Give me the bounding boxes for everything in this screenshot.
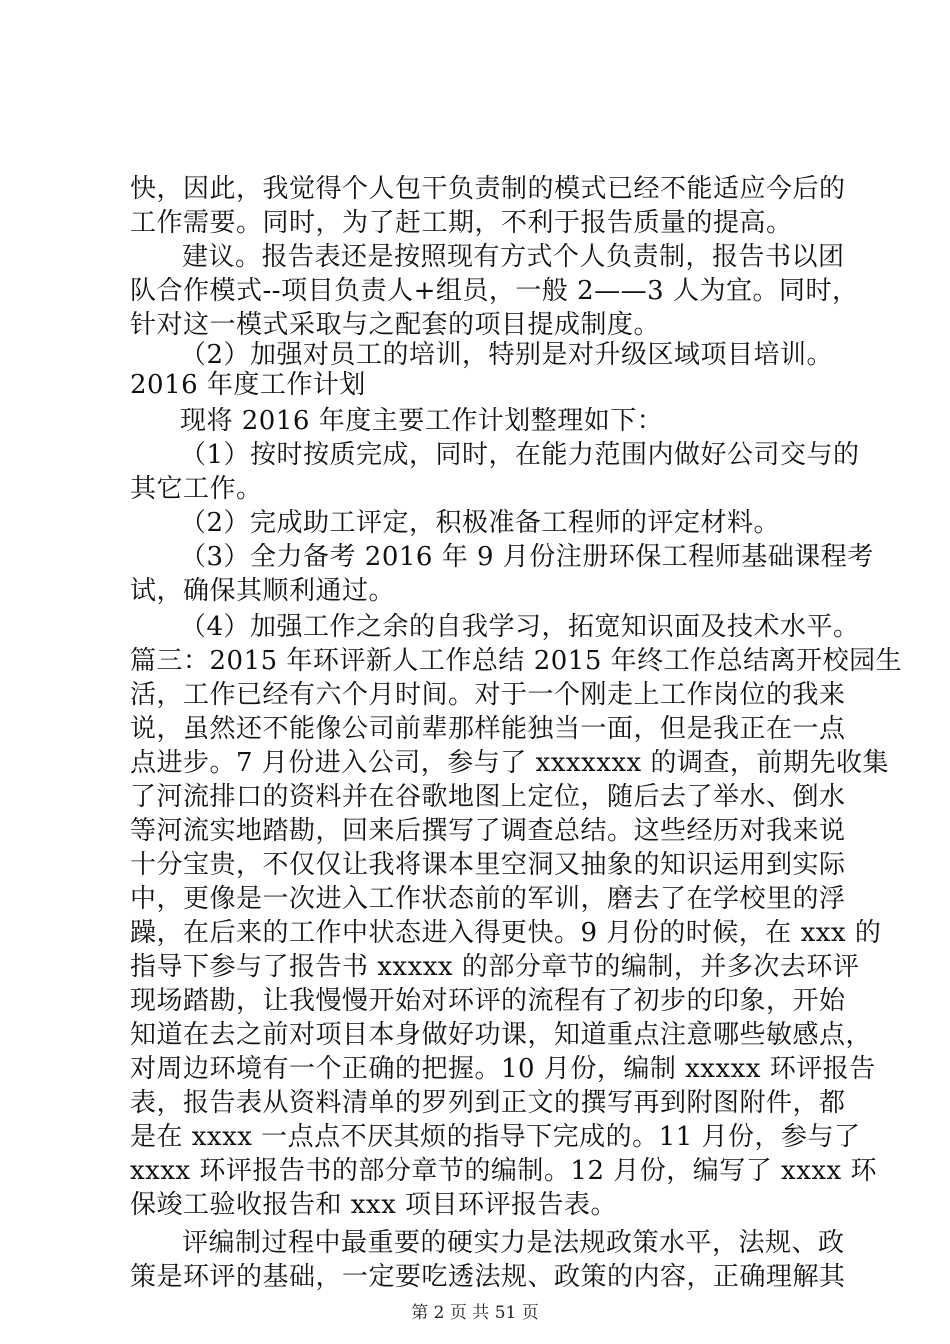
body-line: 躁，在后来的工作中状态进入得更快。9 月份的时候，在 xxx 的 [130, 918, 882, 948]
body-line: 是在 xxxx 一点点不厌其烦的指导下完成的。11 月份，参与了 [130, 1122, 861, 1152]
body-line: 篇三：2015 年环评新人工作总结 2015 年终工作总结离开校园生 [130, 646, 903, 676]
body-line: （2）加强对员工的培训，特别是对升级区域项目培训。 [180, 340, 834, 370]
body-line: 点进步。7 月份进入公司，参与了 xxxxxxx 的调查，前期先收集 [130, 748, 889, 778]
body-line: 了河流排口的资料并在谷歌地图上定位，随后去了举水、倒水 [130, 782, 846, 812]
section-heading: 2016 年度工作计划 [130, 370, 366, 400]
body-line: 等河流实地踏勘，回来后撰写了调查总结。这些经历对我来说 [130, 816, 846, 846]
body-line: 中，更像是一次进入工作状态前的军训，磨去了在学校里的浮 [130, 884, 846, 914]
body-line: （1）按时按质完成，同时，在能力范围内做好公司交与的 [180, 440, 860, 470]
body-line: 知道在去之前对项目本身做好功课，知道重点注意哪些敏感点， [130, 1020, 873, 1050]
body-line: 评编制过程中最重要的硬实力是法规政策水平，法规、政 [182, 1228, 845, 1258]
body-line: 快，因此，我觉得个人包干负责制的模式已经不能适应今后的 [130, 174, 846, 204]
body-line: （4）加强工作之余的自我学习，拓宽知识面及技术水平。 [180, 612, 860, 642]
body-line: （3）全力备考 2016 年 9 月份注册环保工程师基础课程考 [180, 542, 874, 572]
body-line: 表，报告表从资料清单的罗列到正文的撰写再到附图附件，都 [130, 1088, 846, 1118]
body-line: 保竣工验收报告和 xxx 项目环评报告表。 [130, 1190, 618, 1220]
page-number-footer: 第 2 页 共 51 页 [411, 1303, 539, 1323]
body-line: 其它工作。 [130, 474, 263, 504]
body-line: 对周边环境有一个正确的把握。10 月份，编制 xxxxx 环评报告 [130, 1054, 876, 1084]
body-line: （2）完成助工评定，积极准备工程师的评定材料。 [180, 508, 781, 538]
body-line: 队合作模式--项目负责人+组员，一般 2——3 人为宜。同时， [130, 276, 859, 306]
body-line: 针对这一模式采取与之配套的项目提成制度。 [130, 310, 661, 340]
body-line: 建议。报告表还是按照现有方式个人负责制，报告书以团 [182, 242, 845, 272]
body-line: xxxx 环评报告书的部分章节的编制。12 月份，编写了 xxxx 环 [130, 1156, 877, 1186]
body-line: 说，虽然还不能像公司前辈那样能独当一面，但是我正在一点 [130, 714, 846, 744]
body-line: 十分宝贵，不仅仅让我将课本里空洞又抽象的知识运用到实际 [130, 850, 846, 880]
body-line: 策是环评的基础，一定要吃透法规、政策的内容，正确理解其 [130, 1262, 846, 1292]
body-line: 活，工作已经有六个月时间。对于一个刚走上工作岗位的我来 [130, 680, 846, 710]
body-line: 指导下参与了报告书 xxxxx 的部分章节的编制，并多次去环评 [130, 952, 860, 982]
body-line: 工作需要。同时，为了赶工期，不利于报告质量的提高。 [130, 208, 793, 238]
body-line: 现场踏勘，让我慢慢开始对环评的流程有了初步的印象，开始 [130, 986, 846, 1016]
body-line: 试，确保其顺利通过。 [130, 576, 396, 606]
body-line: 现将 2016 年度主要工作计划整理如下： [180, 406, 664, 436]
